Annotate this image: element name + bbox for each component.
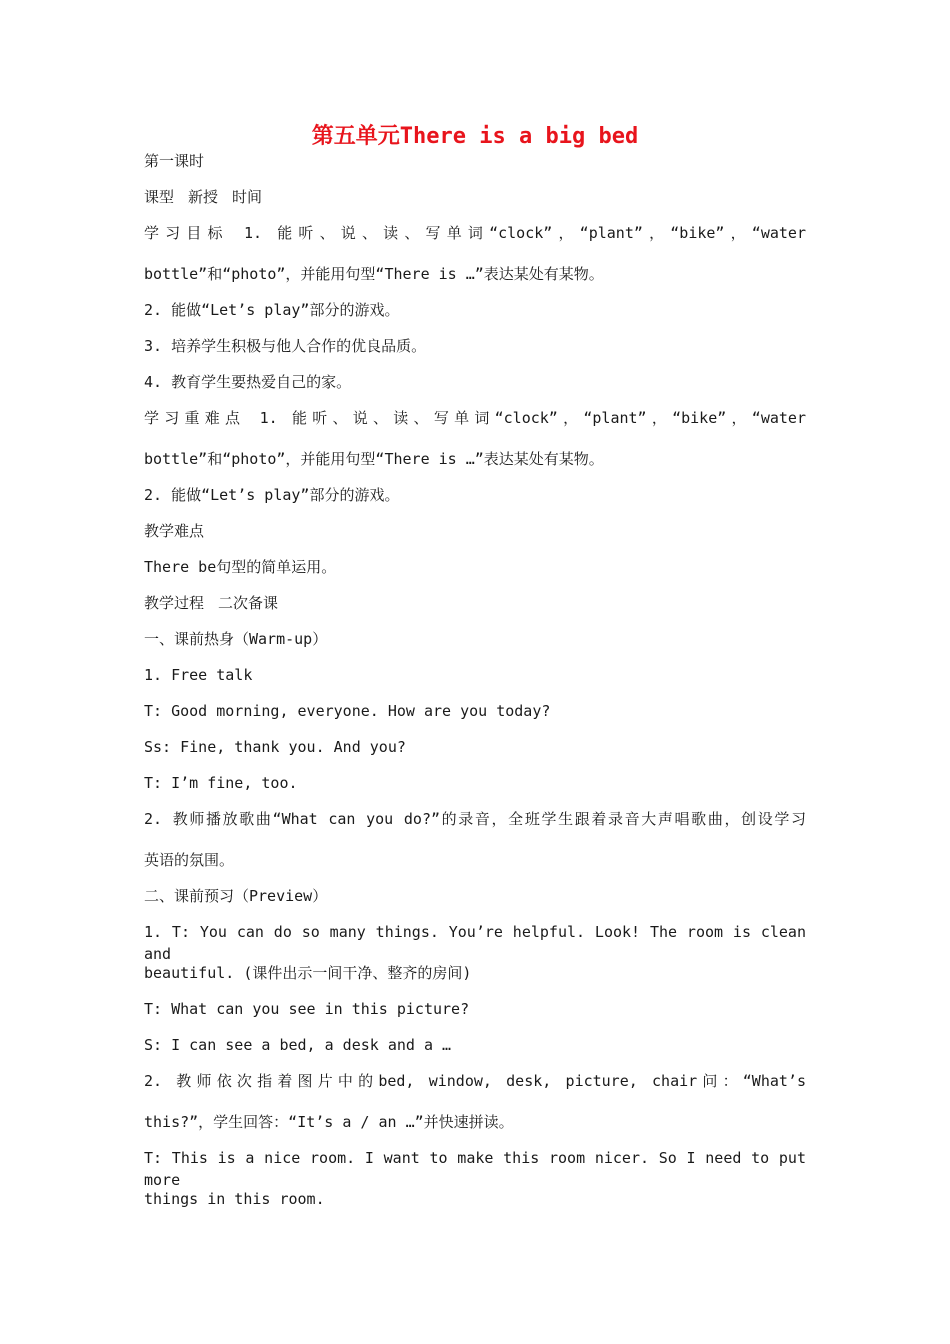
course-info-row <box>144 186 262 208</box>
key-points-item1-line1: 1. 能听、说、读、写单词“clock”，“plant”，“bike”，“water <box>259 409 806 427</box>
objectives-item2: 2. 能做“Let’s play”部分的游戏。 <box>144 301 400 319</box>
preview-step1-line2: beautiful. (课件出示一间干净、整齐的房间) <box>144 964 472 982</box>
objectives-line-1 <box>144 222 806 244</box>
objectives-item1-line1: 1. 能听、说、读、写单词“clock”，“plant”，“bike”，“water <box>243 224 806 242</box>
preview-heading: 二、课前预习（Preview） <box>144 887 328 905</box>
objectives-item4: 4. 教育学生要热爱自己的家。 <box>144 373 352 391</box>
objectives-label: 学习目标 <box>144 224 229 242</box>
preview-teacher-line-1: T: What can you see in this picture? <box>144 1000 470 1018</box>
time-label: 时间 <box>232 188 263 206</box>
difficulty-text: There be句型的简单运用。 <box>144 558 337 576</box>
key-points-item1-line2: bottle”和“photo”，并能用句型“There is …”表达某处有某物。 <box>144 450 604 468</box>
warmup-heading: 一、课前热身（Warm-up） <box>144 630 328 648</box>
objectives-item3: 3. 培养学生积极与他人合作的优良品质。 <box>144 337 427 355</box>
preview-step2-line1: 2. 教师依次指着图片中的bed, window, desk, picture, chair问：“What’s <box>144 1072 806 1090</box>
lesson-label: 第一课时 <box>144 152 205 170</box>
process-label: 教学过程 <box>144 594 205 612</box>
warmup-step2-line2: 英语的氛围。 <box>144 851 235 869</box>
warmup-step2-line1: 2. 教师播放歌曲“What can you do?”的录音，全班学生跟着录音大声唱歌曲，创设学习 <box>144 810 806 828</box>
preview-step2-line2: this?”，学生回答：“It’s a / an …”并快速拼读。 <box>144 1113 514 1131</box>
warmup-teacher-line-1: T: Good morning, everyone. How are you today? <box>144 702 551 720</box>
key-points-line-1 <box>144 407 806 429</box>
document-title: 第五单元There is a big bed <box>311 124 639 149</box>
preview-teacher-line-2a: T: This is a nice room. I want to make this room nicer. So I need to put more <box>144 1149 806 1189</box>
warmup-students-line: Ss: Fine, thank you. And you? <box>144 738 406 756</box>
warmup-step1: 1. Free talk <box>144 666 253 684</box>
preview-step1-line1: 1. T: You can do so many things. You’re helpful. Look! The room is clean and <box>144 923 806 963</box>
course-type-label: 课型 <box>144 188 175 206</box>
difficulty-label: 教学难点 <box>144 522 205 540</box>
course-type-value: 新授 <box>188 188 219 206</box>
warmup-teacher-line-2: T: I’m fine, too. <box>144 774 298 792</box>
key-points-item2: 2. 能做“Let’s play”部分的游戏。 <box>144 486 400 504</box>
preview-student-line: S: I can see a bed, a desk and a … <box>144 1036 452 1054</box>
process-label-2: 二次备课 <box>218 594 279 612</box>
process-row <box>144 592 278 614</box>
objectives-item1-line2: bottle”和“photo”，并能用句型“There is …”表达某处有某物。 <box>144 265 604 283</box>
preview-teacher-line-2b: things in this room. <box>144 1190 325 1208</box>
key-points-label: 学习重难点 <box>144 409 246 427</box>
